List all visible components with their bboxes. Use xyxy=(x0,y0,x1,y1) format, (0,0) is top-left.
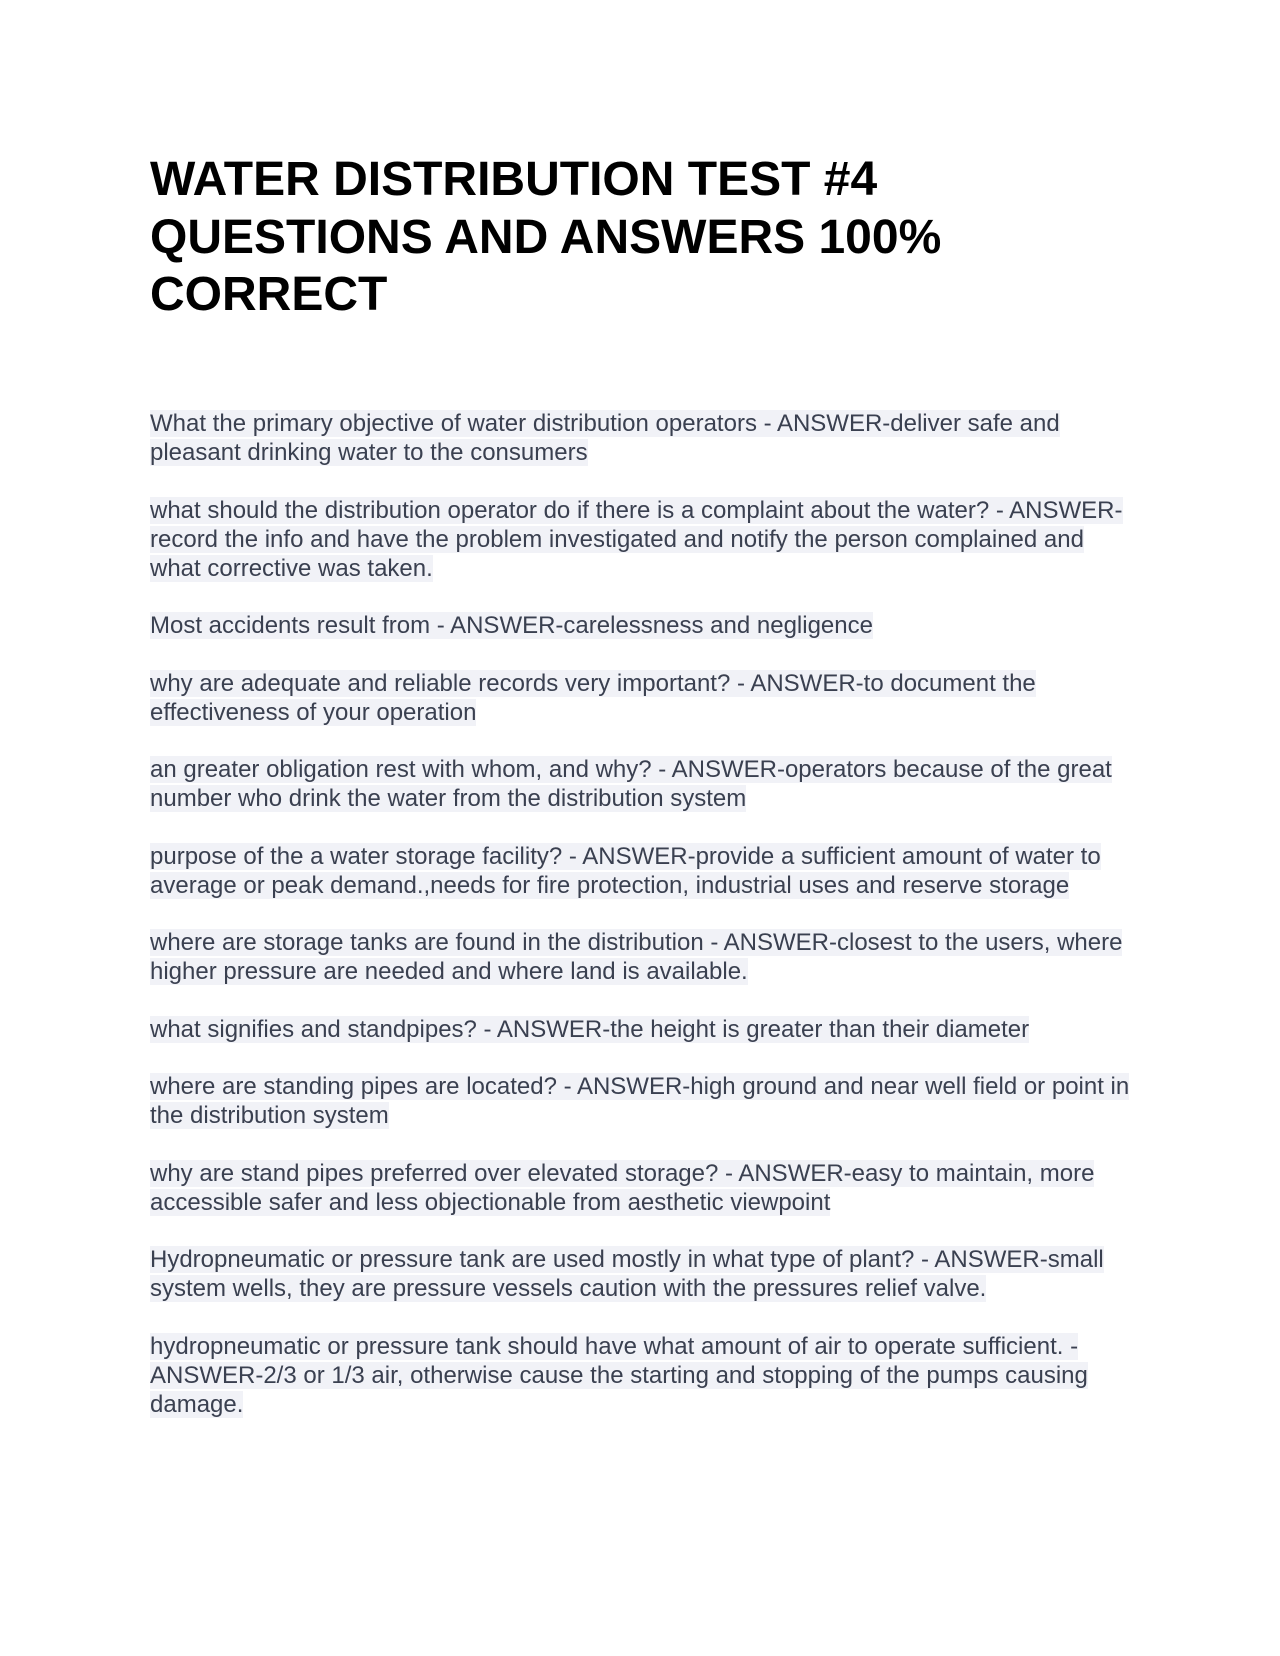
qa-item xyxy=(150,928,1130,986)
qa-item xyxy=(150,842,1130,900)
qa-text: purpose of the a water storage facility? - ANSWER-provide a sufficient amount of water to average or peak demand.,needs for fire protection, industrial uses and reserve storage xyxy=(150,842,1101,899)
title-line-1: WATER DISTRIBUTION TEST #4 xyxy=(150,153,878,206)
qa-text: hydropneumatic or pressure tank should have what amount of air to operate sufficient. - ANSWER-2/3 or 1/3 air, otherwise cause the starting and stopping of the pumps causing damage. xyxy=(150,1332,1088,1418)
qa-item xyxy=(150,496,1130,583)
qa-item xyxy=(150,1332,1130,1419)
document-title xyxy=(150,151,1150,324)
qa-text: where are standing pipes are located? - ANSWER-high ground and near well field or point in the distribution system xyxy=(150,1073,1130,1129)
qa-text: why are adequate and reliable records very important? - ANSWER-to document the effectiveness of your operation xyxy=(150,669,1036,726)
qa-text: why are stand pipes preferred over elevated storage? - ANSWER-easy to maintain, more accessible safer and less objectionable from aesthetic viewpoint xyxy=(150,1159,1095,1216)
qa-item xyxy=(150,1245,1130,1303)
qa-item xyxy=(150,1015,1130,1044)
qa-item xyxy=(150,409,1130,467)
qa-item xyxy=(150,1072,1130,1130)
qa-list xyxy=(150,409,1130,1447)
qa-text: an greater obligation rest with whom, and why? - ANSWER-operators because of the great number who drink the water from the distribution system xyxy=(150,756,1112,812)
qa-text: what signifies and standpipes? - ANSWER-the height is greater than their diameter xyxy=(150,1015,1030,1043)
qa-text: what should the distribution operator do if there is a complaint about the water? - ANSWER-record the info and have the problem investigated and notify the person complained and what corrective was taken. xyxy=(150,496,1123,582)
qa-text: What the primary objective of water distribution operators - ANSWER-deliver safe and pleasant drinking water to the consumers xyxy=(150,410,1060,466)
qa-item xyxy=(150,669,1130,727)
qa-item xyxy=(150,1159,1130,1217)
qa-text: Hydropneumatic or pressure tank are used mostly in what type of plant? - ANSWER-small system wells, they are pressure vessels caution with the pressures relief valve. xyxy=(150,1246,1104,1302)
title-line-2: QUESTIONS AND ANSWERS 100% xyxy=(150,210,942,264)
title-line-3: CORRECT xyxy=(150,268,388,321)
qa-text: Most accidents result from - ANSWER-carelessness and negligence xyxy=(150,612,873,639)
qa-text: where are storage tanks are found in the distribution - ANSWER-closest to the users, where higher pressure are needed and where land is available. xyxy=(150,929,1123,985)
qa-item xyxy=(150,611,1130,640)
qa-item xyxy=(150,755,1130,813)
